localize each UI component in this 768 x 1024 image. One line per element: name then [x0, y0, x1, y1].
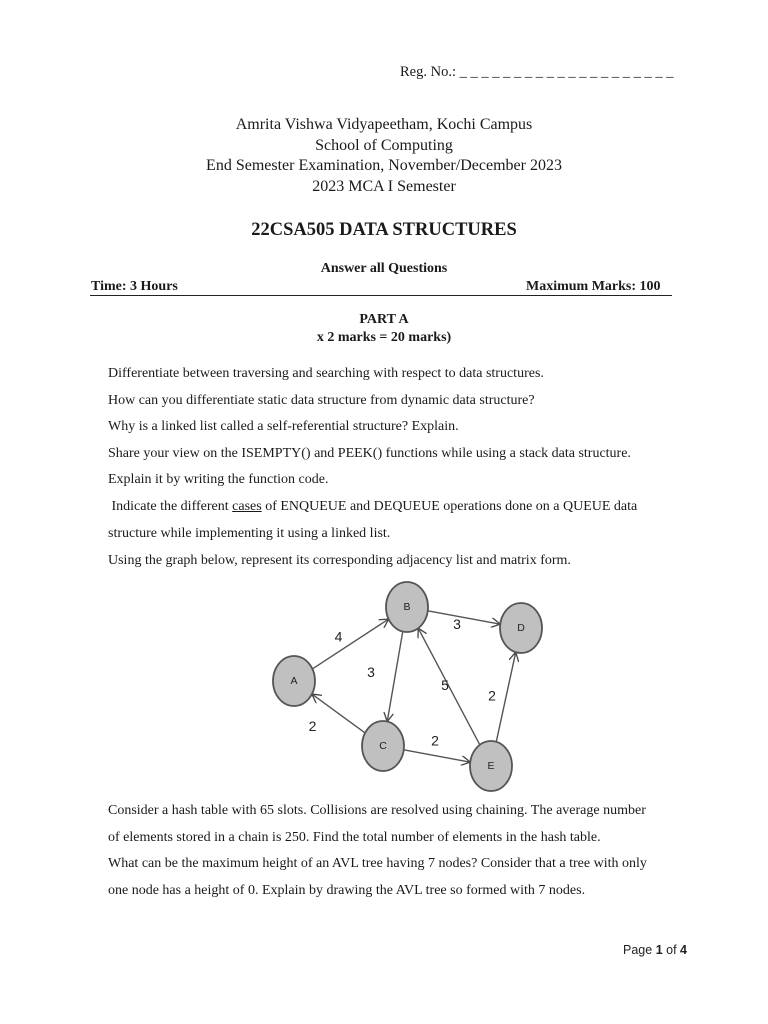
graph-node-label: D	[517, 621, 525, 634]
exam-name: End Semester Examination, November/December 2023	[206, 157, 562, 174]
graph-node-e	[470, 741, 512, 791]
graph-edge-e-d	[496, 652, 515, 742]
graph-edge-b-d	[428, 611, 500, 624]
graph-edge-c-a	[312, 694, 365, 733]
page-number	[623, 943, 687, 957]
question-2: How can you differentiate static data structure from dynamic data structure?	[108, 393, 535, 408]
question-7-line-2: of elements stored in a chain is 250. Find the total number of elements in the hash table.	[108, 830, 601, 845]
question-4-line-2: Explain it by writing the function code.	[108, 472, 329, 487]
weighted-directed-graph	[265, 578, 555, 798]
maximum-marks: Maximum Marks: 100	[526, 279, 661, 294]
edge-weight-c-a: 2	[308, 718, 317, 735]
part-marks: x 2 marks = 20 marks)	[316, 330, 452, 345]
graph-node-d	[500, 603, 542, 653]
header-divider	[90, 295, 672, 296]
page-total: 4	[680, 943, 687, 957]
graph-nodes	[273, 582, 542, 791]
page-current: 1	[655, 943, 663, 957]
question-3: Why is a linked list called a self-referential structure? Explain.	[108, 419, 459, 434]
question-1: Differentiate between traversing and searching with respect to data structures.	[108, 366, 544, 381]
school-name: School of Computing	[315, 136, 453, 154]
graph-node-b	[386, 582, 428, 632]
instruction-text: Answer all Questions	[320, 261, 448, 276]
graph-node-label: A	[290, 674, 298, 687]
edge-weight-b-c: 3	[367, 664, 375, 681]
graph-edge-a-b	[312, 619, 388, 669]
page-of: of	[666, 943, 677, 957]
graph-node-a	[273, 656, 315, 706]
institution-name: Amrita Vishwa Vidyapeetham, Kochi Campus	[235, 116, 533, 133]
edge-weight-a-b: 4	[334, 628, 343, 645]
question-6: Using the graph below, represent its corresponding adjacency list and matrix form.	[108, 553, 571, 568]
graph-node-label: B	[403, 600, 411, 613]
question-8-line-1: What can be the maximum height of an AVL tree having 7 nodes? Consider that a tree with only	[108, 856, 647, 871]
graph-node-label: E	[487, 759, 495, 772]
edge-weight-c-e: 2	[431, 732, 439, 749]
edge-weight-e-b: 5	[441, 677, 449, 694]
semester-name: 2023 MCA I Semester	[312, 177, 456, 195]
graph-edges	[312, 611, 516, 762]
question-8-line-2: one node has a height of 0. Explain by drawing the AVL tree so formed with 7 nodes.	[108, 883, 586, 898]
edge-weight-e-d: 2	[488, 687, 496, 704]
page-word: Page	[623, 943, 653, 957]
reg-no-field: Reg. No.: _ _ _ _ _ _ _ _ _ _ _ _ _ _ _ _ _ _ _ _	[400, 64, 674, 80]
graph-node-c	[362, 721, 404, 771]
question-5-line-1	[108, 499, 637, 515]
question-7-line-1: Consider a hash table with 65 slots. Collisions are resolved using chaining. The average number	[108, 803, 646, 818]
time-allowed: Time: 3 Hours	[91, 279, 178, 294]
question-5-line-2: structure while implementing it using a linked list.	[108, 526, 391, 541]
graph-edge-e-b	[418, 628, 480, 745]
question-5-underlined-word: cases	[232, 499, 262, 514]
graph-node-label: C	[379, 739, 387, 752]
question-4-line-1: Share your view on the ISEMPTY() and PEEK() functions while using a stack data structure.	[108, 446, 631, 461]
graph-edge-b-c	[387, 631, 403, 721]
part-title: PART A	[359, 312, 409, 327]
question-5-text-end: of ENQUEUE and DEQUEUE operations done on a QUEUE data	[261, 499, 638, 514]
question-5-text-start: Indicate the different	[108, 499, 233, 514]
edge-weight-b-d: 3	[453, 616, 461, 633]
course-title: 22CSA505 DATA STRUCTURES	[251, 220, 517, 240]
graph-edge-c-e	[404, 750, 470, 762]
